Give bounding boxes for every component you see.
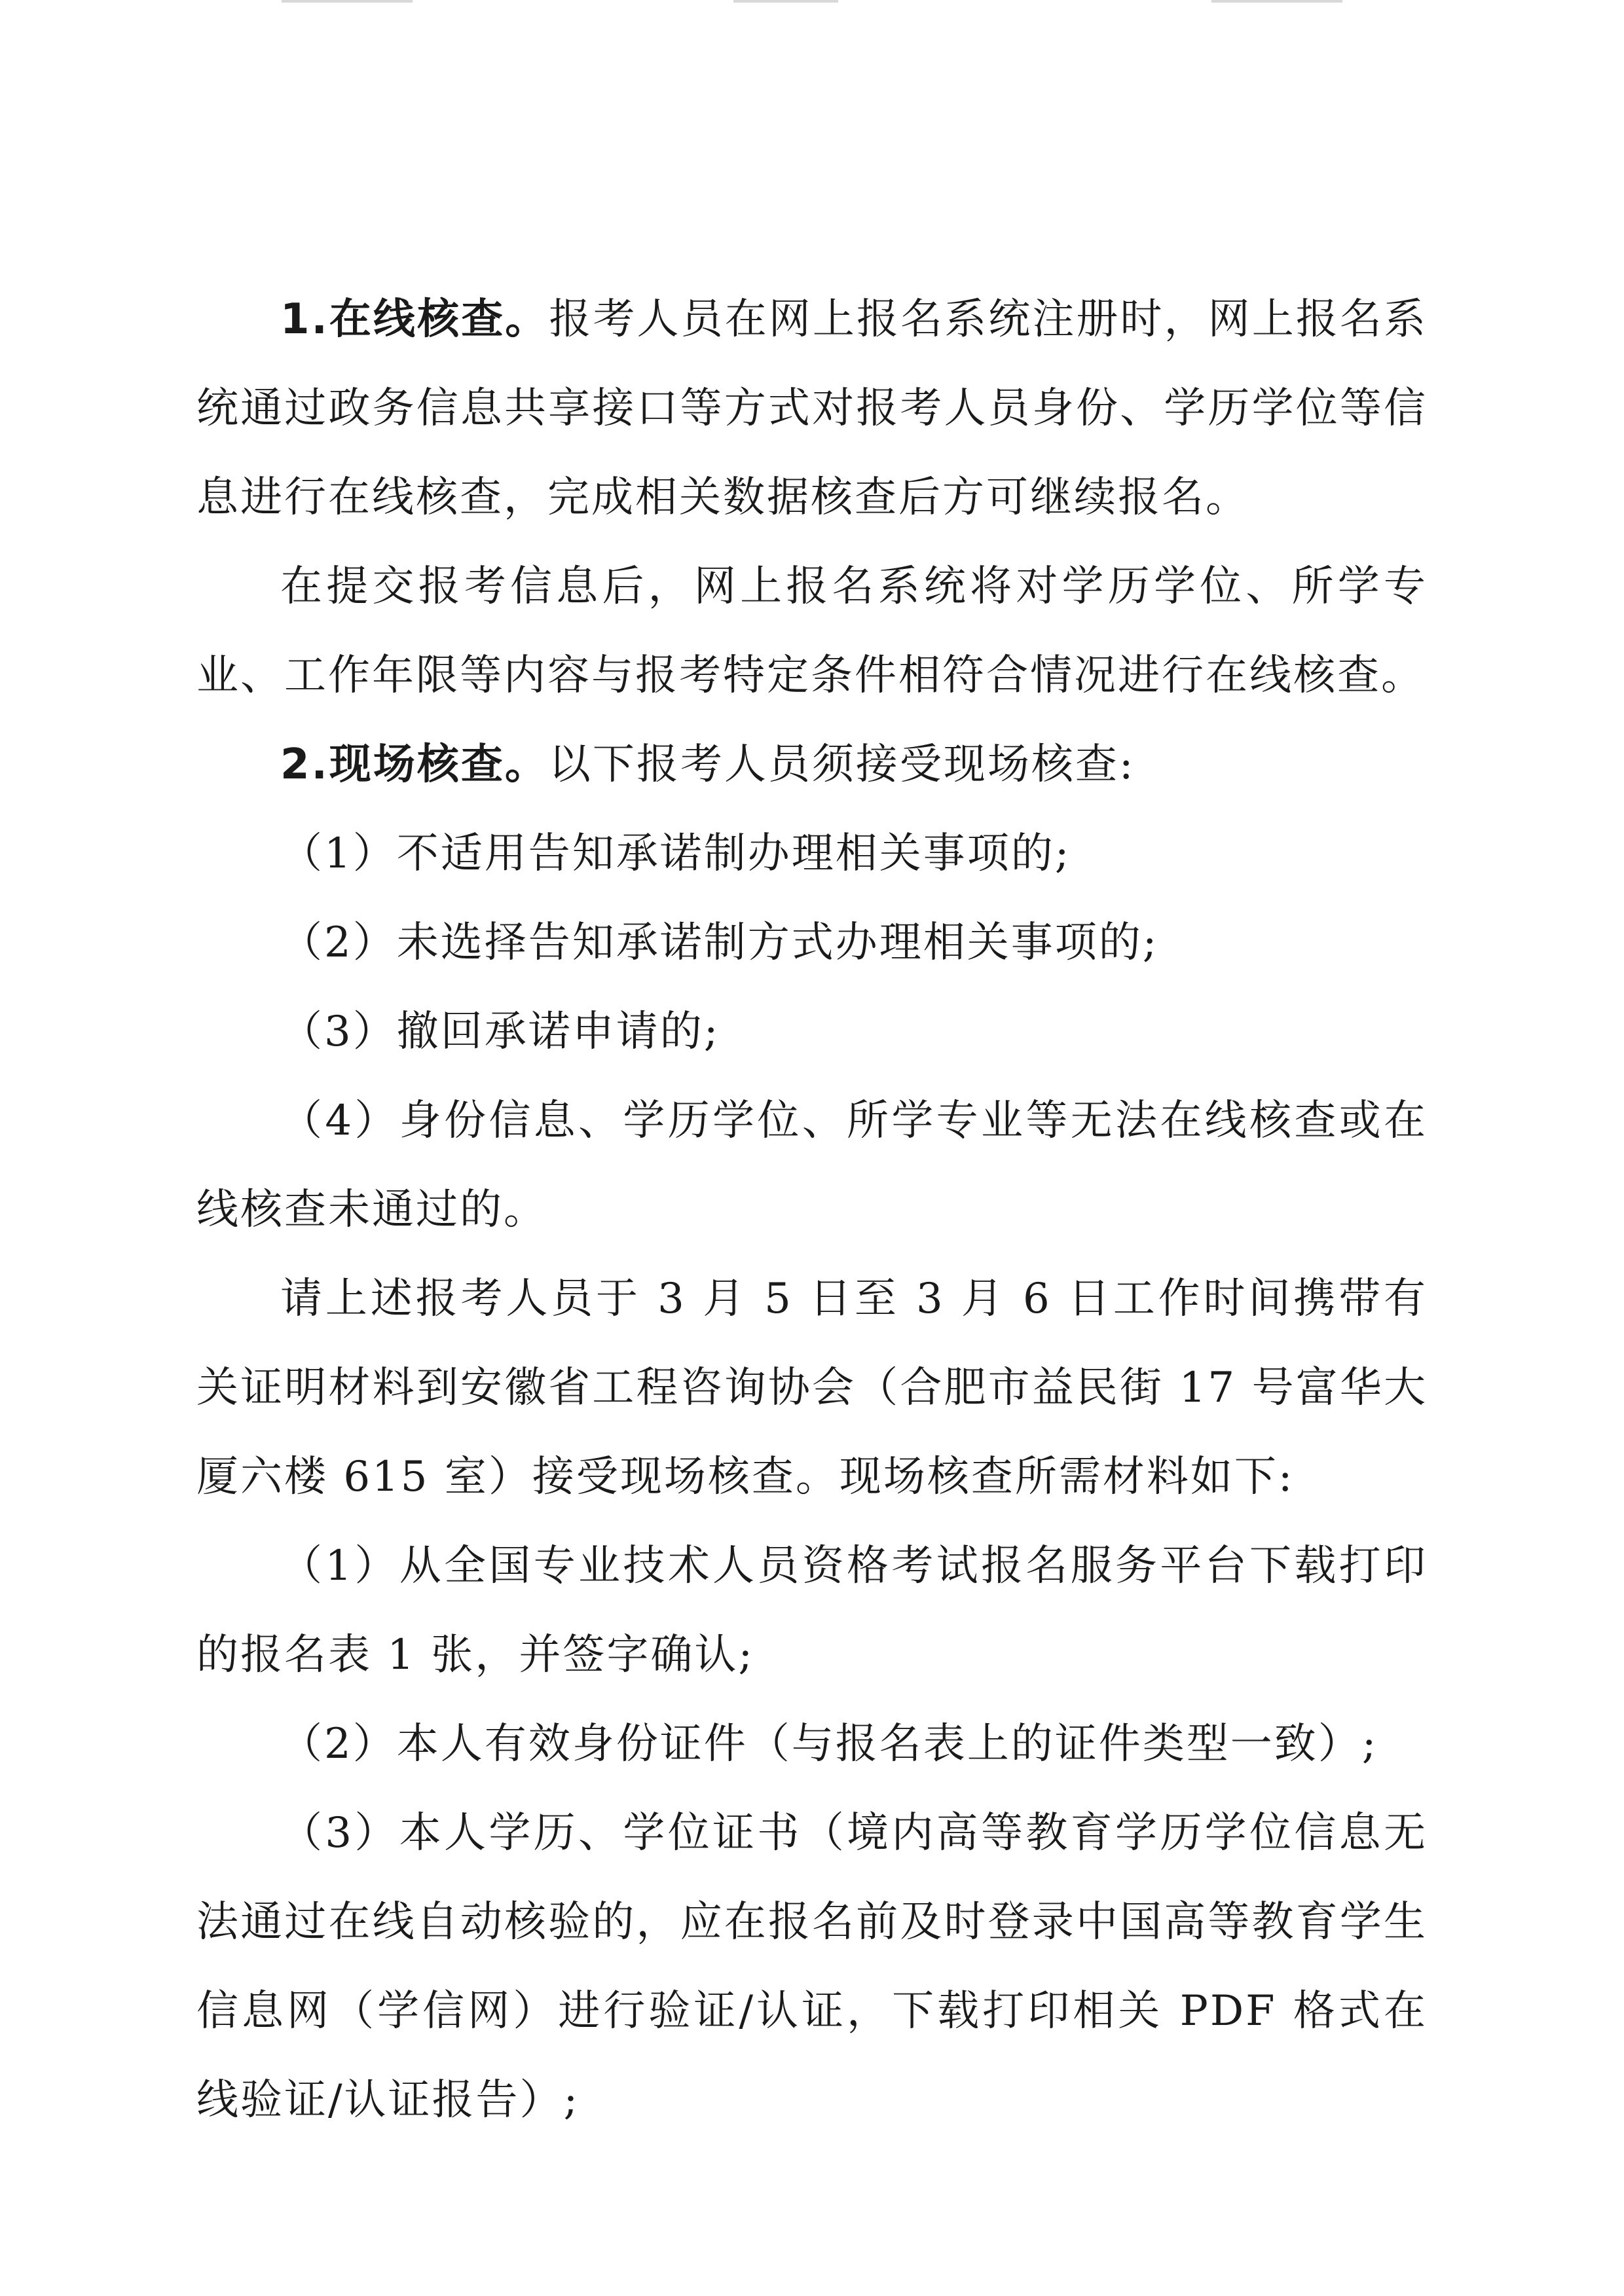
scan-artifact: [282, 0, 413, 3]
scan-artifact: [733, 0, 838, 3]
paragraph-text: 以下报考人员须接受现场核查:: [548, 740, 1135, 789]
paragraph-heading: 1.在线核查。: [280, 295, 549, 344]
paragraph: [196, 542, 1428, 720]
paragraph-text: （1）从全国专业技术人员资格考试报名服务平台下载打印的报名表 1 张，并签字确认;: [196, 1542, 1428, 1679]
paragraph-text: （3）本人学历、学位证书（境内高等教育学历学位信息无法通过在线自动核验的，应在报名前及时登录中国高等教育学生信息网（学信网）进行验证/认证，下载打印相关 PDF 格式在线验证/认证报告）;: [196, 1809, 1428, 2124]
paragraph-text: 请上述报考人员于 3 月 5 日至 3 月 6 日工作时间携带有关证明材料到安徽省工程咨询协会（合肥市益民街 17 号富华大厦六楼 615 室）接受现场核查。现场核查所需材料如下:: [196, 1275, 1428, 1501]
list-item: [196, 987, 1428, 1076]
paragraph-text: （4）身份信息、学历学位、所学专业等无法在线核查或在线核查未通过的。: [196, 1097, 1428, 1234]
paragraph-text: （3）撤回承诺申请的;: [280, 1008, 720, 1056]
document-body: [196, 275, 1428, 2145]
paragraph-text: （1）不适用告知承诺制办理相关事项的;: [280, 829, 1071, 878]
list-item: [196, 1076, 1428, 1254]
scan-artifact: [1211, 0, 1342, 3]
paragraph-online-check: [196, 275, 1428, 542]
paragraph-heading: 2.现场核查。: [280, 740, 549, 789]
list-item: [196, 1700, 1428, 1789]
paragraph-text: （2）本人有效身份证件（与报名表上的证件类型一致）;: [280, 1720, 1378, 1768]
list-item: [196, 898, 1428, 987]
list-item: [196, 809, 1428, 898]
list-item: [196, 1789, 1428, 2145]
list-item: [196, 1522, 1428, 1700]
paragraph: [196, 1254, 1428, 1522]
paragraph-text: 报考人员在网上报名系统注册时，网上报名系统通过政务信息共享接口等方式对报考人员身份、学历学位等信息进行在线核查，完成相关数据核查后方可继续报名。: [196, 295, 1428, 522]
paragraph-text: （2）未选择告知承诺制方式办理相关事项的;: [280, 919, 1159, 967]
paragraph-onsite-check: [196, 720, 1428, 809]
paragraph-text: 在提交报考信息后，网上报名系统将对学历学位、所学专业、工作年限等内容与报考特定条件相符合情况进行在线核查。: [196, 562, 1428, 700]
